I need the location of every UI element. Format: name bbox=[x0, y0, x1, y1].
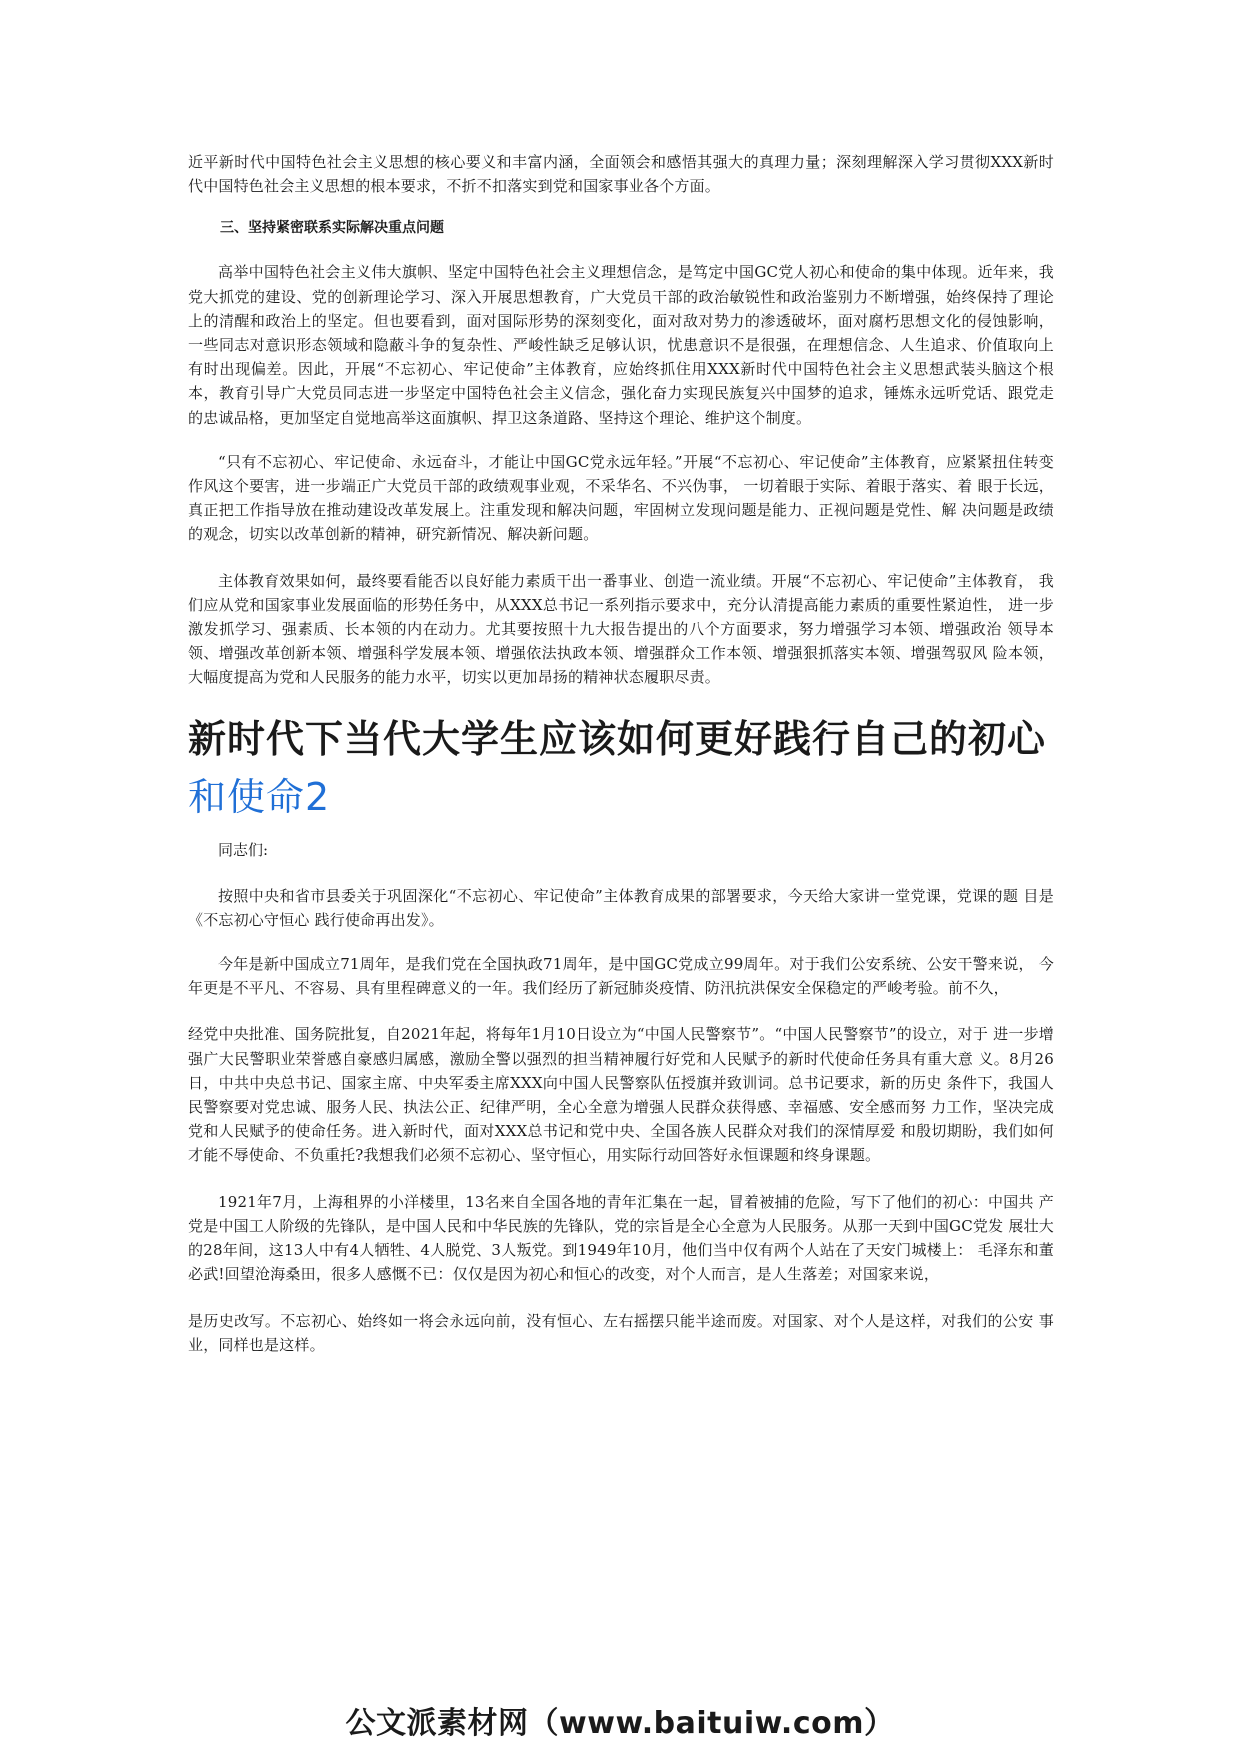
paragraph-1: 高举中国特色社会主义伟大旗帜、坚定中国特色社会主义理想信念，是笃定中国GC党人初心和使命的集中体现。近年来，我党大抓党的建设、党的创新理论学习、深入开展思想教育，广大党员干部的政治敏锐性和政治鉴别力不断增强，始终保持了理论上的清醒和政治上的坚定。但也要看到，面对国际形势的深刻变化，面对敌对势力的渗透破坏，面对腐朽思想文化的侵蚀影响， 一些同志对意识形态领域和隐蔽斗争的复杂性、严峻性缺乏足够认识，忧患意识不是很强，在理想信念、人生追求、价值取向上有时出现偏差。因此，开展“不忘初心、牢记使命”主体教育，应始终抓住用XXX新时代中国特色社会主义思想武装头脑这个根本，教育引导广大党员同志进一步坚定中国特色社会主义信念，强化奋力实现民族复兴中国梦的追求，锤炼永远听党话、跟党走的忠诚品格，更加坚定自觉地高举这面旗帜、捍卫这条道路、坚持这个理论、维护这个制度。 bbox=[188, 263, 1054, 427]
article-title-line2: 和使命2 bbox=[188, 774, 331, 819]
paragraph-7: 1921年7月，上海租界的小洋楼里，13名来自全国各地的青年汇集在一起，冒着被捕的危险，写下了他们的初心：中国共 产党是中国工人阶级的先锋队，是中国人民和中华民族的先锋队，党的宗旨是全心全意为人民服务。从那一天到中国GC党发 展壮大的28年间，这13人中有4人牺牲、4人脱党、3人叛党。到1949年10月，他们当中仅有两个人站在了天安门城楼上： 毛泽东和董必武!回望沧海桑田，很多人感慨不已：仅仅是因为初心和恒心的改变，对个人而言，是人生落差；对国家来说， bbox=[188, 1192, 1054, 1284]
intro-paragraph: 近平新时代中国特色社会主义思想的核心要义和丰富内涵，全面领会和感悟其强大的真理力量；深刻理解深入学习贯彻XXX新时代中国特色社会主义思想的根本要求，不折不扣落实到党和国家事业各个方面。 bbox=[188, 153, 1054, 196]
greeting: 同志们: bbox=[218, 840, 269, 859]
article-title bbox=[188, 710, 1054, 826]
paragraph-2: “只有不忘初心、牢记使命、永远奋斗，才能让中国GC党永远年轻。”开展“不忘初心、牢记使命”主体教育，应紧紧扭住转变作风这个要害，进一步端正广大党员干部的政绩观事业观，不采华名、不兴伪事， 一切着眼于实际、着眼于落实、着 眼于长远，真正把工作指导放在推动建设改革发展上。注重发现和解决问题，牢固树立发现问题是能力、正视问题是党性、解 决问题是政绩的观念，切实以改革创新的精神，研究新情况、解决新问题。 bbox=[188, 452, 1054, 544]
paragraph-5: 今年是新中国成立71周年，是我们党在全国执政71周年，是中国GC党成立99周年。对于我们公安系统、公安干警来说， 今年更是不平凡、不容易、具有里程碑意义的一年。我们经历了新冠肺炎疫情、防汛抗洪保安全保稳定的严峻考验。前不久， bbox=[188, 955, 1054, 998]
paragraph-3: 主体教育效果如何，最终要看能否以良好能力素质干出一番事业、创造一流业绩。开展“不忘初心、牢记使命”主体教育， 我们应从党和国家事业发展面临的形势任务中，从XXX总书记一系列指示要求中，充分认清提高能力素质的重要性紧迫性， 进一步激发抓学习、强素质、长本领的内在动力。尤其要按照十九大报告提出的八个方面要求，努力增强学习本领、增强政治 领导本领、增强改革创新本领、增强科学发展本领、增强依法执政本领、增强群众工作本领、增强狠抓落实本领、增强驾驭风 险本领，大幅度提高为党和人民服务的能力水平，切实以更加昂扬的精神状态履职尽责。 bbox=[188, 571, 1054, 687]
document-body bbox=[188, 150, 1054, 1377]
article-title-line1: 新时代下当代大学生应该如何更好践行自己的初心 bbox=[188, 716, 1047, 761]
paragraph-8: 是历史改写。不忘初心、始终如一将会永远向前，没有恒心、左右摇摆只能半途而废。对国家、对个人是这样，对我们的公安 事业，同样也是这样。 bbox=[188, 1311, 1054, 1354]
paragraph-6: 经党中央批准、国务院批复，自2021年起，将每年1月10日设立为“中国人民警察节”。“中国人民警察节”的设立，对于 进一步增强广大民警职业荣誉感自豪感归属感，激励全警以强烈的担当精神履行好党和人民赋予的新时代使命任务具有重大意 义。8月26日，中共中央总书记、国家主席、中央军委主席XXX向中国人民警察队伍授旗并致训词。总书记要求，新的历史 条件下，我国人民警察要对党忠诚、服务人民、执法公正、纪律严明，全心全意为增强人民群众获得感、幸福感、安全感而努 力工作，坚决完成党和人民赋予的使命任务。进入新时代，面对XXX总书记和党中央、全国各族人民群众对我们的深情厚爱 和殷切期盼，我们如何才能不辱使命、不负重托?我想我们必须不忘初心、坚守恒心，用实际行动回答好永恒课题和终身课题。 bbox=[188, 1025, 1054, 1165]
footer-watermark: 公文派素材网（www.baituiw.com） bbox=[345, 1706, 895, 1741]
paragraph-4: 按照中央和省市县委关于巩固深化“不忘初心、牢记使命”主体教育成果的部署要求，今天给大家讲一堂党课，党课的题 目是《不忘初心守恒心 践行使命再出发》。 bbox=[188, 886, 1054, 929]
section-heading: 三、坚持紧密联系实际解决重点问题 bbox=[220, 220, 444, 237]
